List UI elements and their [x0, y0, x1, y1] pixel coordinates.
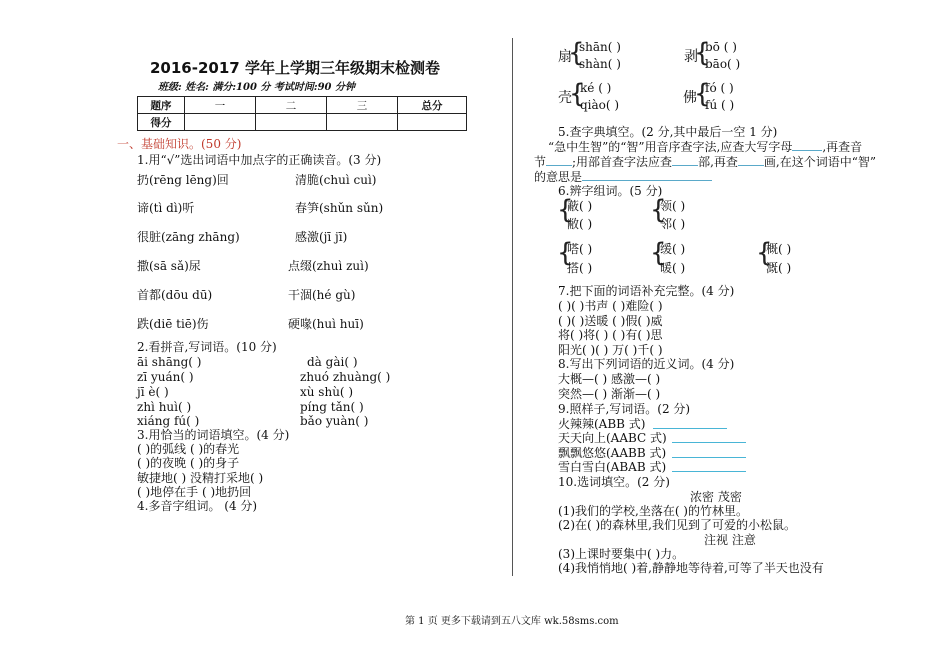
q1-item: 撒(sā sǎ)尿 [137, 259, 201, 273]
q1-item: 很脏(zāng zhāng) [137, 230, 240, 244]
q6-item: 暖( ) [660, 261, 686, 275]
q4-prompt: 4.多音字组词。 (4 分) [137, 499, 258, 513]
answer-line[interactable] [672, 441, 746, 443]
q7-prompt: 7.把下面的词语补充完整。(4 分) [558, 284, 735, 298]
table-row-label: 得分 [138, 114, 185, 131]
blank[interactable] [672, 154, 698, 166]
q3-prompt: 3.用恰当的词语填空。(4 分) [137, 428, 290, 442]
brace-icon: { [650, 195, 667, 225]
polyphone-reading: shàn( ) [579, 57, 621, 71]
q7-line: ( )( )书声 ( )难险( ) [558, 299, 663, 313]
q6-item: 概( ) [766, 242, 792, 256]
q10-sentence: (2)在( )的森林里,我们见到了可爱的小松鼠。 [558, 518, 796, 532]
q6-item: 溉( ) [766, 261, 792, 275]
brace-icon: { [756, 238, 773, 268]
score-table [137, 96, 467, 131]
brace-icon: { [557, 195, 574, 225]
answer-line[interactable] [653, 427, 727, 429]
q8-line: 大概—( ) 感激—( ) [558, 372, 661, 386]
q7-line: ( )( )送暖 ( )假( )威 [558, 314, 663, 328]
q6-item: 邻( ) [660, 217, 686, 231]
q7-line: 将( )将( ) ( )有( )思 [558, 328, 663, 342]
q10-sentence: (3)上课时要集中( )力。 [558, 547, 685, 561]
q9-line: 雪白雪白(ABAB 式) [558, 460, 667, 474]
q2-item: bǎo yuàn( ) [300, 414, 369, 428]
score-cell[interactable] [327, 114, 398, 131]
q3-line: 敏捷地( ) 没精打采地( ) [137, 471, 264, 485]
brace-icon: { [650, 238, 667, 268]
q1-item: 春笋(shǔn sǔn) [295, 201, 384, 215]
q1-item: 扔(rēng lēng)回 [137, 173, 229, 187]
q2-item: āi shāng( ) [137, 355, 202, 369]
blank[interactable] [792, 139, 822, 151]
score-cell[interactable] [256, 114, 327, 131]
brace-icon: { [694, 38, 711, 68]
blank[interactable] [582, 169, 712, 181]
q8-prompt: 8.写出下列词语的近义词。(4 分) [558, 357, 735, 371]
q1-item: 首都(dōu dū) [137, 288, 213, 302]
table-header: 三 [327, 97, 398, 114]
polyphone-reading: bō ( ) [705, 40, 737, 54]
q9-line: 飘飘悠悠(AABB 式) [558, 446, 667, 460]
q2-prompt: 2.看拼音,写词语。(10 分) [137, 340, 277, 354]
brace-icon: { [568, 38, 585, 68]
polyphone-char: 佛 [683, 90, 697, 106]
polyphone-reading: fú ( ) [705, 98, 735, 112]
brace-icon: { [694, 79, 711, 109]
q5-line: “急中生智”的“智”用音序查字法,应查大写字母 ,再查音 [548, 140, 863, 154]
score-cell[interactable] [185, 114, 256, 131]
table-header: 总分 [398, 97, 467, 114]
q3-line: ( )地停在手 ( )地扔回 [137, 485, 252, 499]
q2-item: zhì huì( ) [137, 400, 192, 414]
q6-item: 敝( ) [567, 217, 593, 231]
q8-line: 突然—( ) 渐渐—( ) [558, 387, 661, 401]
brace-icon: { [557, 238, 574, 268]
q7-line: 阳光( )( ) 万( )千( ) [558, 343, 663, 357]
answer-line[interactable] [672, 470, 746, 472]
q10-sentence: (4)我悄悄地( )着,静静地等待着,可等了半天也没有 [558, 561, 824, 575]
q9-line: 火辣辣(ABB 式) [558, 417, 646, 431]
q2-item: xiáng fú( ) [137, 414, 200, 428]
q1-item: 谛(tì dì)听 [137, 201, 195, 215]
table-header: 题序 [138, 97, 185, 114]
q1-item: 跌(diē tiē)伤 [137, 317, 209, 331]
word-choices: 注视 注意 [704, 533, 756, 547]
score-cell[interactable] [398, 114, 467, 131]
polyphone-char: 扇 [558, 49, 572, 65]
q3-line: ( )的弧线 ( )的春光 [137, 442, 240, 456]
q1-item: 点缀(zhuì zuì) [288, 259, 369, 273]
section-title: 一、基础知识。(50 分) [117, 137, 242, 151]
q6-item: 搭( ) [567, 261, 593, 275]
q6-item: 缓( ) [660, 242, 686, 256]
q6-item: 嗒( ) [567, 242, 593, 256]
q2-item: dà gài( ) [307, 355, 358, 369]
polyphone-reading: fó ( ) [705, 81, 734, 95]
table-header: 一 [185, 97, 256, 114]
q9-prompt: 9.照样子,写词语。(2 分) [558, 402, 691, 416]
exam-info: 班级: 姓名: 满分:100 分 考试时间:90 分钟 [158, 82, 355, 93]
polyphone-char: 壳 [558, 90, 572, 106]
q1-item: 清脆(chuì cuì) [295, 173, 377, 187]
q1-item: 干涸(hé gù) [288, 288, 356, 302]
blank[interactable] [738, 154, 764, 166]
q6-item: 领( ) [660, 199, 686, 213]
q9-line: 天天向上(AABC 式) [558, 431, 667, 445]
q2-item: jī è( ) [137, 385, 169, 399]
polyphone-reading: bāo( ) [705, 57, 741, 71]
page-title: 2016-2017 学年上学期三年级期末检测卷 [150, 59, 440, 77]
q5-line: 的意思是 [534, 169, 712, 185]
q6-item: 蔽( ) [567, 199, 593, 213]
q6-prompt: 6.辨字组词。(5 分) [558, 184, 663, 198]
q2-item: píng tǎn( ) [300, 400, 364, 414]
q10-sentence: (1)我们的学校,坐落在( )的竹林里。 [558, 504, 748, 518]
q2-item: zhuó zhuàng( ) [300, 370, 391, 384]
q5-line: 节 ;用部首查字法应查 部,再查 画,在这个词语中“智” [534, 155, 876, 169]
q1-prompt: 1.用“√”选出词语中加点字的正确读音。(3 分) [137, 153, 382, 167]
polyphone-char: 剥 [684, 49, 698, 65]
column-divider [512, 38, 513, 576]
q3-line: ( )的夜晚 ( )的身子 [137, 456, 240, 470]
answer-line[interactable] [672, 456, 746, 458]
table-header: 二 [256, 97, 327, 114]
brace-icon: { [569, 79, 586, 109]
page-footer: 第 1 页 更多下载请到五八文库 wk.58sms.com [405, 616, 619, 627]
q2-item: zī yuán( ) [137, 370, 194, 384]
blank[interactable] [546, 154, 572, 166]
q1-item: 感激(jī jī) [295, 230, 348, 244]
polyphone-reading: qiào( ) [580, 98, 620, 112]
word-choices: 浓密 茂密 [690, 490, 742, 504]
polyphone-reading: ké ( ) [580, 81, 612, 95]
q2-item: xù shù( ) [300, 385, 354, 399]
polyphone-reading: shān( ) [579, 40, 621, 54]
q5-prompt: 5.查字典填空。(2 分,其中最后一空 1 分) [558, 125, 778, 139]
q1-item: 硬喙(huì huī) [288, 317, 364, 331]
q10-prompt: 10.选词填空。(2 分) [558, 475, 670, 489]
